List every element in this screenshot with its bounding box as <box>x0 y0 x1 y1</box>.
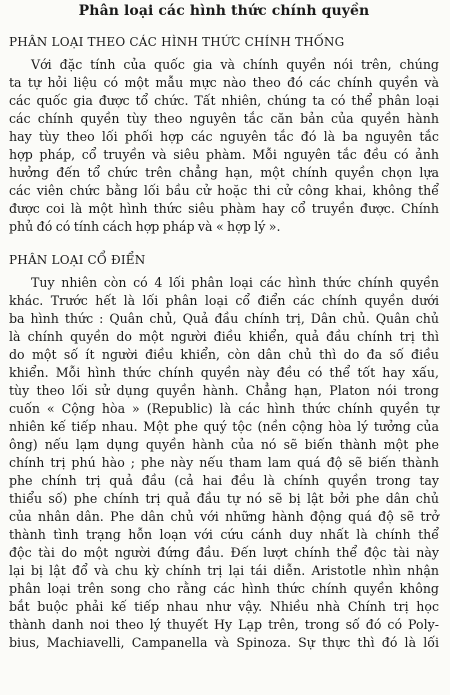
paragraph-official-forms <box>9 56 439 236</box>
text-line: ta tự hỏi liệu có một mẫu mực nào theo đó các chính quyền và <box>9 75 439 90</box>
text-line: hưởng đến tổ chức trên chẳng hạn, một chính quyền chọn lựa <box>9 165 439 180</box>
text-line: thiểu số) phe chính trị quả đầu tự nó sẽ bị lật bởi phe dân chủ <box>9 491 439 506</box>
text-line: Tuy nhiên còn có 4 lối phân loại các hình thức chính quyền <box>31 275 439 290</box>
text-line: bắt buộc phải kế tiếp nhau như vậy. Nhiều nhà Chính trị học <box>9 599 439 614</box>
text-line: tùy theo lối sử dụng quyền hành. Chẳng hạn, Platon nói trong <box>9 383 439 398</box>
text-line: khác. Trước hết là lối phân loại cổ điển các chính quyền dưới <box>9 293 439 308</box>
text-line: độc tài do một người đứng đầu. Đến lượt chính thể độc tài này <box>9 545 439 560</box>
text-line: lại bị lật đổ và chu kỳ chính trị lại tái diễn. Aristotle nhìn nhận <box>9 563 439 578</box>
text-line: ông) nếu lạm dụng quyền hành của nó sẽ biến thành một phe <box>9 437 439 452</box>
text-line: phe chính trị quả đầu (cả hai đều là chính quyền trong tay <box>9 473 439 488</box>
paragraph-classical <box>9 274 439 652</box>
page-title: Phân loại các hình thức chính quyền <box>78 3 370 19</box>
text-line: các quốc gia được tổ chức. Tất nhiên, chúng ta có thể phân loại <box>9 93 439 108</box>
text-line: các chính quyền tùy theo nguyên tắc căn bản của quyền hành <box>9 111 439 126</box>
text-line: thành tình trạng hỗn loạn với cứu cánh duy nhất là chính thể <box>9 527 439 542</box>
text-line: ba hình thức : Quân chủ, Quả đầu chính trị, Dân chủ. Quân chủ <box>9 311 439 326</box>
text-line: phủ đó có tính cách hợp pháp và « hợp lý ». <box>9 219 281 234</box>
text-line: phân loại trên song cho rằng các hình thức chính quyền không <box>9 581 439 596</box>
text-line: bius, Machiavelli, Campanella và Spinoza. Sự thực thì đó là lối <box>9 635 439 650</box>
section-heading-classical: PHÂN LOẠI CỔ ĐIỂN <box>9 253 146 267</box>
text-line: nhiên kế tiếp nhau. Một phe quý tộc (nền cộng hòa lý tưởng của <box>9 419 439 434</box>
text-line: các viên chức bằng lối bầu cử hoặc thi cử công khai, không thể <box>9 183 439 198</box>
text-line: Với đặc tính của quốc gia và chính quyền nói trên, chúng <box>31 57 439 72</box>
text-line: thành danh noi theo lý thuyết Hy Lạp trên, trong số đó có Poly- <box>9 617 439 632</box>
text-line: hợp pháp, cổ truyền và siêu phàm. Mỗi nguyên tắc đều có ảnh <box>9 147 439 162</box>
text-line: cuốn « Cộng hòa » (Republic) là các hình thức chính quyền tự <box>9 401 439 416</box>
text-line: được coi là một hình thức siêu phàm hay cổ truyền được. Chính <box>9 201 439 216</box>
text-line: là chính quyền do một người điều khiển, quả đầu chính trị thì <box>9 329 439 344</box>
text-line: do một số ít người điều khiển, còn dân chủ thì do đa số điều <box>9 347 439 362</box>
section-heading-official-forms: PHÂN LOẠI THEO CÁC HÌNH THỨC CHÍNH THỐNG <box>9 35 345 49</box>
text-line: hay tùy theo lối phối hợp các nguyên tắc đó là ba nguyên tắc <box>9 129 439 144</box>
text-line: của nhân dân. Phe dân chủ với những hành động quá độ sẽ trở <box>9 509 439 524</box>
text-line: chính trị phú hào ; phe này nếu tham lam quá độ sẽ biến thành <box>9 455 439 470</box>
text-line: khiển. Mỗi hình thức chính quyền này đều có thể tốt hay xấu, <box>9 365 439 380</box>
